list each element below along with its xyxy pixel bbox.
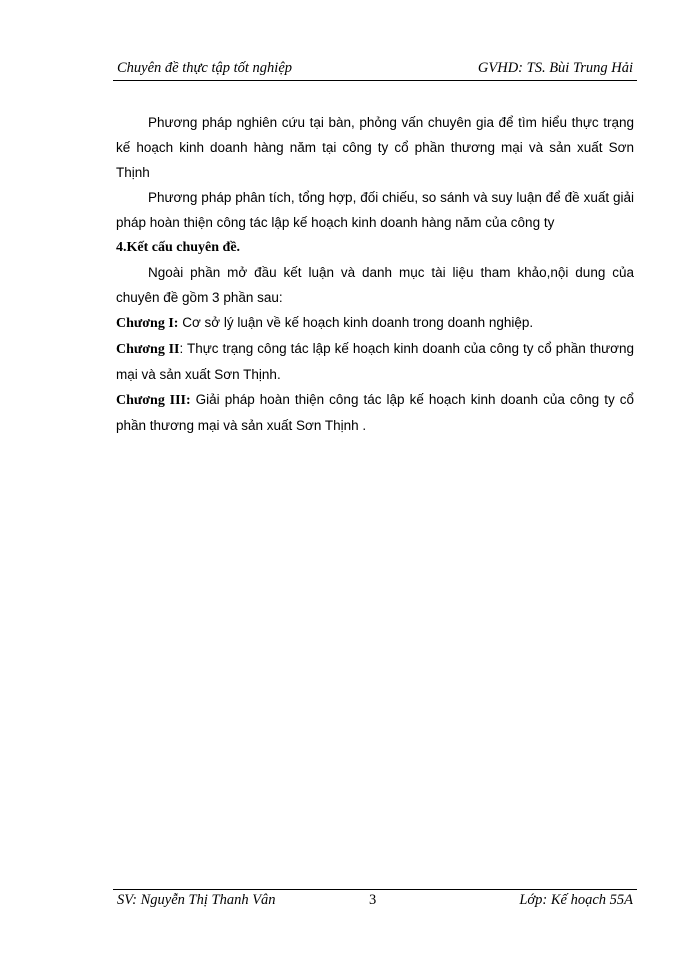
page-footer: [113, 889, 637, 912]
paragraph-research-method-2: Phương pháp phân tích, tổng hợp, đối chiếu, so sánh và suy luận để đề xuất giải pháp hoàn thiện công tác lập kế hoạch kinh doanh hàng năm của công ty: [116, 190, 634, 230]
chapter-2: [116, 336, 634, 387]
chapter-2-text: : Thực trạng công tác lập kế hoạch kinh doanh của công ty cổ phần thương mại và sản xuất Sơn Thịnh.: [116, 341, 634, 382]
paragraph-research-method-1: Phương pháp nghiên cứu tại bàn, phỏng vấn chuyên gia để tìm hiểu thực trạng kế hoạch kinh doanh hàng năm tại công ty cổ phần thương mại và sản xuất Sơn Thịnh: [116, 115, 634, 180]
section-heading: 4.Kết cấu chuyên đề.: [116, 240, 241, 255]
footer-student: SV: Nguyễn Thị Thanh Vân: [117, 892, 276, 908]
footer-page-number: 3: [369, 892, 377, 908]
chapter-3-text: Giải pháp hoàn thiện công tác lập kế hoạch kinh doanh của công ty cổ phần thương mại và sản xuất Sơn Thịnh .: [116, 392, 634, 433]
chapter-2-label: Chương II: [116, 342, 180, 357]
header-supervisor: GVHD: TS. Bùi Trung Hải: [477, 60, 633, 76]
page-header: [113, 58, 637, 81]
paragraph-structure-intro: Ngoài phần mở đầu kết luận và danh mục tài liệu tham khảo,nội dung của chuyên đề gồm 3 phần sau:: [116, 265, 634, 305]
header-title: Chuyên đề thực tập tốt nghiệp: [117, 60, 293, 76]
footer-class: Lớp: Kế hoạch 55A: [519, 892, 633, 908]
page-body: [116, 110, 634, 438]
chapter-3-label: Chương III:: [116, 393, 191, 408]
chapter-3: [116, 387, 634, 438]
chapter-1: [116, 310, 634, 336]
chapter-1-text: Cơ sở lý luận về kế hoạch kinh doanh trong doanh nghiệp.: [178, 315, 534, 330]
chapter-1-label: Chương I:: [116, 316, 179, 331]
